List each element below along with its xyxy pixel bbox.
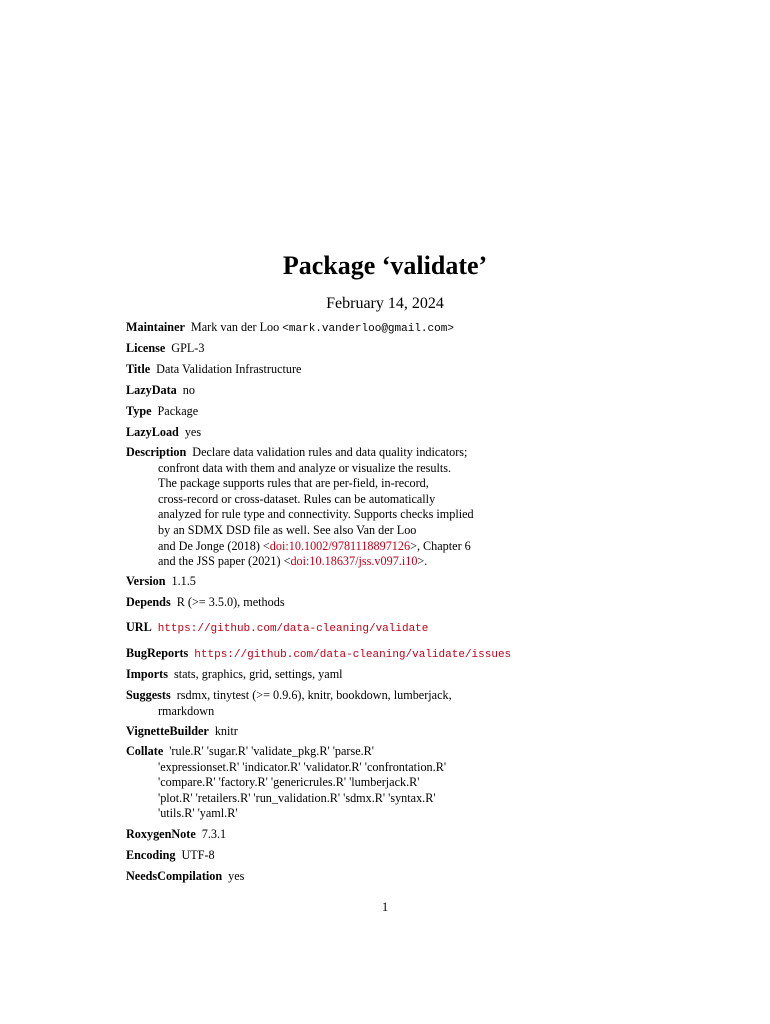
suggests-line: rmarkdown — [158, 703, 215, 718]
field-key: LazyData — [126, 383, 177, 397]
field-license — [126, 341, 496, 357]
maintainer-name: Mark van der Loo — [190, 320, 280, 334]
description-line: and De Jonge (2018) <doi:10.1002/9781118897126>, Chapter 6 — [158, 538, 471, 553]
description-line: and the JSS paper (2021) <doi:10.18637/jss.v097.i10>. — [158, 554, 428, 569]
field-value: knitr — [214, 724, 238, 738]
collate-line: 'expressionset.R' 'indicator.R' 'validator.R' 'confrontation.R' — [158, 759, 447, 774]
field-description — [126, 445, 496, 570]
field-key: Suggests — [126, 688, 171, 702]
field-version — [126, 574, 496, 590]
field-imports — [126, 667, 496, 683]
field-key: VignetteBuilder — [126, 724, 209, 738]
field-key: Maintainer — [126, 320, 185, 334]
page-number: 1 — [381, 900, 389, 914]
description-line: by an SDMX DSD file as well. See also Van der Loo — [158, 522, 417, 537]
field-value: no — [182, 383, 195, 397]
field-suggests — [126, 688, 496, 719]
jss-doi-link[interactable]: doi:10.18637/jss.v097.i10 — [290, 554, 418, 569]
document-date: February 14, 2024 — [326, 295, 444, 312]
field-collate — [126, 744, 496, 822]
field-key: Version — [126, 574, 166, 588]
field-bugreports — [126, 646, 686, 664]
field-depends — [126, 595, 496, 611]
field-needscompilation — [126, 869, 496, 885]
collate-line: 'compare.R' 'factory.R' 'genericrules.R' 'lumberjack.R' — [158, 775, 420, 790]
description-line: analyzed for rule type and connectivity. Supports checks implied — [158, 507, 474, 522]
bugreports-link[interactable]: https://github.com/data-cleaning/validate/issues — [194, 649, 512, 661]
field-key: Collate — [126, 744, 164, 758]
collate-line: 'plot.R' 'retailers.R' 'run_validation.R' 'sdmx.R' 'syntax.R' — [158, 790, 436, 805]
field-key: Type — [126, 404, 152, 418]
field-value: yes — [228, 869, 245, 883]
field-url — [126, 620, 686, 638]
field-value: stats, graphics, grid, settings, yaml — [173, 667, 343, 681]
field-value: UTF-8 — [181, 848, 215, 862]
document-title: Package ‘validate’ — [282, 251, 488, 280]
field-value: R (>= 3.5.0), methods — [176, 595, 285, 609]
field-key: Depends — [126, 595, 171, 609]
doi-link[interactable]: doi:10.1002/9781118897126 — [269, 538, 411, 553]
field-type — [126, 404, 496, 420]
field-value: Package — [157, 404, 199, 418]
field-key: RoxygenNote — [126, 827, 196, 841]
field-key: NeedsCompilation — [126, 869, 223, 883]
field-encoding — [126, 848, 496, 864]
field-value: 7.3.1 — [201, 827, 227, 841]
field-key: Imports — [126, 667, 168, 681]
url-link[interactable]: https://github.com/data-cleaning/validate — [157, 623, 429, 635]
description-line: The package supports rules that are per-field, in-record, — [158, 476, 429, 491]
field-key: URL — [126, 620, 152, 634]
field-roxygennote — [126, 827, 496, 843]
description-line: confront data with them and analyze or visualize the results. — [158, 460, 452, 475]
description-line: Description Declare data validation rules and data quality indicators; — [126, 445, 468, 459]
field-key: Description — [126, 445, 187, 459]
maintainer-email: <mark.vanderloo@gmail.com> — [282, 323, 454, 335]
field-lazydata — [126, 383, 496, 399]
collate-line: Collate 'rule.R' 'sugar.R' 'validate_pkg.R' 'parse.R' — [126, 744, 374, 758]
field-value: GPL-3 — [171, 341, 205, 355]
field-key: LazyLoad — [126, 425, 179, 439]
field-lazyload — [126, 425, 496, 441]
field-value: 1.1.5 — [171, 574, 196, 588]
field-key: Encoding — [126, 848, 176, 862]
field-key: Title — [126, 362, 151, 376]
field-key: BugReports — [126, 646, 189, 660]
field-maintainer — [126, 320, 496, 338]
field-value: Data Validation Infrastructure — [156, 362, 302, 376]
collate-line: 'utils.R' 'yaml.R' — [158, 806, 238, 821]
field-key: License — [126, 341, 166, 355]
field-vignettebuilder — [126, 724, 496, 740]
field-title — [126, 362, 496, 378]
field-value: yes — [184, 425, 202, 439]
description-line: cross-record or cross-dataset. Rules can be automatically — [158, 491, 436, 506]
suggests-line: Suggests rsdmx, tinytest (>= 0.9.6), knitr, bookdown, lumberjack, — [126, 688, 452, 702]
